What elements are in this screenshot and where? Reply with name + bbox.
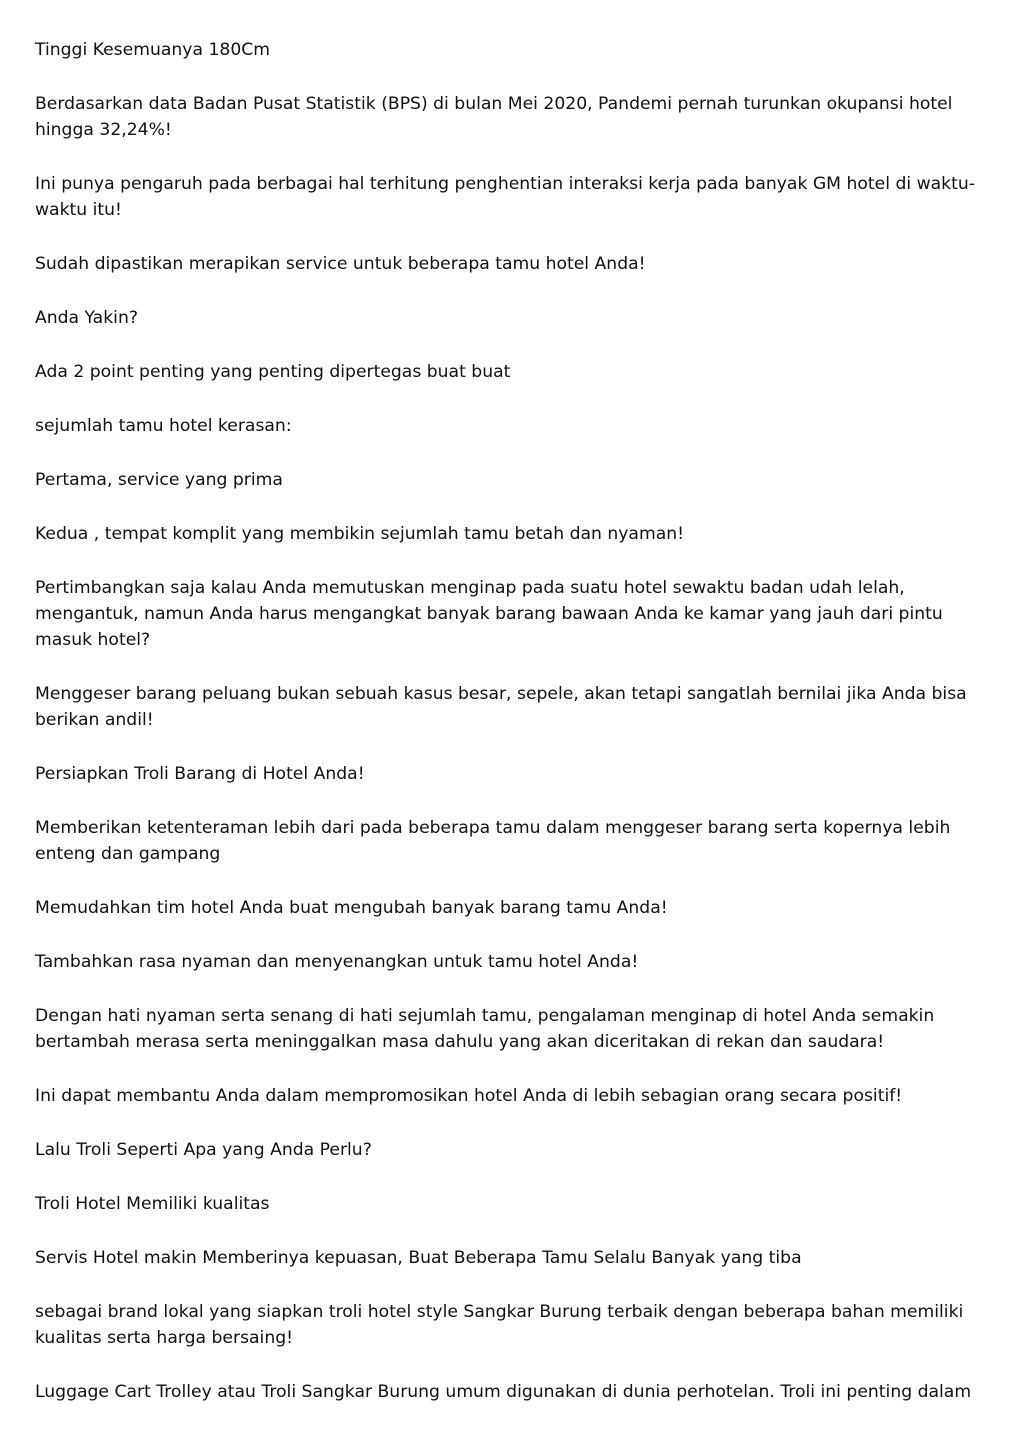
paragraph-height-note: Tinggi Kesemuanya 180Cm — [35, 40, 270, 60]
paragraph-two-points: Ada 2 point penting yang penting dipertegas buat buat — [35, 362, 511, 382]
paragraph-prepare-trolley: Persiapkan Troli Barang di Hotel Anda! — [35, 764, 365, 784]
paragraph-which-trolley: Lalu Troli Seperti Apa yang Anda Perlu? — [35, 1140, 372, 1160]
paragraph-luggage-cart: Luggage Cart Trolley atau Troli Sangkar Burung umum digunakan di dunia perhotelan. Troli ini penting dalam — [35, 1382, 972, 1402]
paragraph-experience: Dengan hati nyaman serta senang di hati sejumlah tamu, pengalaman menginap di hotel Anda semakin bertambah merasa serta meninggalkan masa dahulu yang akan diceritakan di rekan dan saudara! — [35, 1006, 935, 1052]
paragraph-satisfaction: Servis Hotel makin Memberinya kepuasan, Buat Beberapa Tamu Selalu Banyak yang tiba — [35, 1248, 802, 1268]
paragraph-pleasant: Tambahkan rasa nyaman dan menyenangkan untuk tamu hotel Anda! — [35, 952, 639, 972]
paragraph-consider: Pertimbangkan saja kalau Anda memutuskan menginap pada suatu hotel sewaktu badan udah lelah, mengantuk, namun Anda harus mengangkat banyak barang bawaan Anda ke kamar yang jauh dari pintu masuk hotel? — [35, 578, 943, 650]
paragraph-quality: Troli Hotel Memiliki kualitas — [35, 1194, 270, 1214]
paragraph-second-point: Kedua , tempat komplit yang membikin sejumlah tamu betah dan nyaman! — [35, 524, 685, 544]
paragraph-promotion: Ini dapat membantu Anda dalam mempromosikan hotel Anda di lebih sebagian orang secara positif! — [35, 1086, 903, 1106]
paragraph-question: Anda Yakin? — [35, 308, 138, 328]
paragraph-bps-data: Berdasarkan data Badan Pusat Statistik (BPS) di bulan Mei 2020, Pandemi pernah turunkan okupansi hotel hingga 32,24%! — [35, 94, 953, 140]
paragraph-service: Sudah dipastikan merapikan service untuk beberapa tamu hotel Anda! — [35, 254, 646, 274]
paragraph-comfort: Memberikan ketenteraman lebih dari pada beberapa tamu dalam menggeser barang serta kopernya lebih enteng dan gampang — [35, 818, 951, 864]
paragraph-moving-items: Menggeser barang peluang bukan sebuah kasus besar, sepele, akan tetapi sangatlah bernilai jika Anda bisa berikan andil! — [35, 684, 967, 730]
document-body — [35, 37, 985, 1433]
paragraph-guests: sejumlah tamu hotel kerasan: — [35, 416, 292, 436]
paragraph-first-point: Pertama, service yang prima — [35, 470, 283, 490]
paragraph-influence: Ini punya pengaruh pada berbagai hal terhitung penghentian interaksi kerja pada banyak GM hotel di waktu-waktu itu! — [35, 174, 975, 220]
paragraph-local-brand: sebagai brand lokal yang siapkan troli hotel style Sangkar Burung terbaik dengan beberapa bahan memiliki kualitas serta harga bersaing! — [35, 1302, 964, 1348]
paragraph-team: Memudahkan tim hotel Anda buat mengubah banyak barang tamu Anda! — [35, 898, 668, 918]
